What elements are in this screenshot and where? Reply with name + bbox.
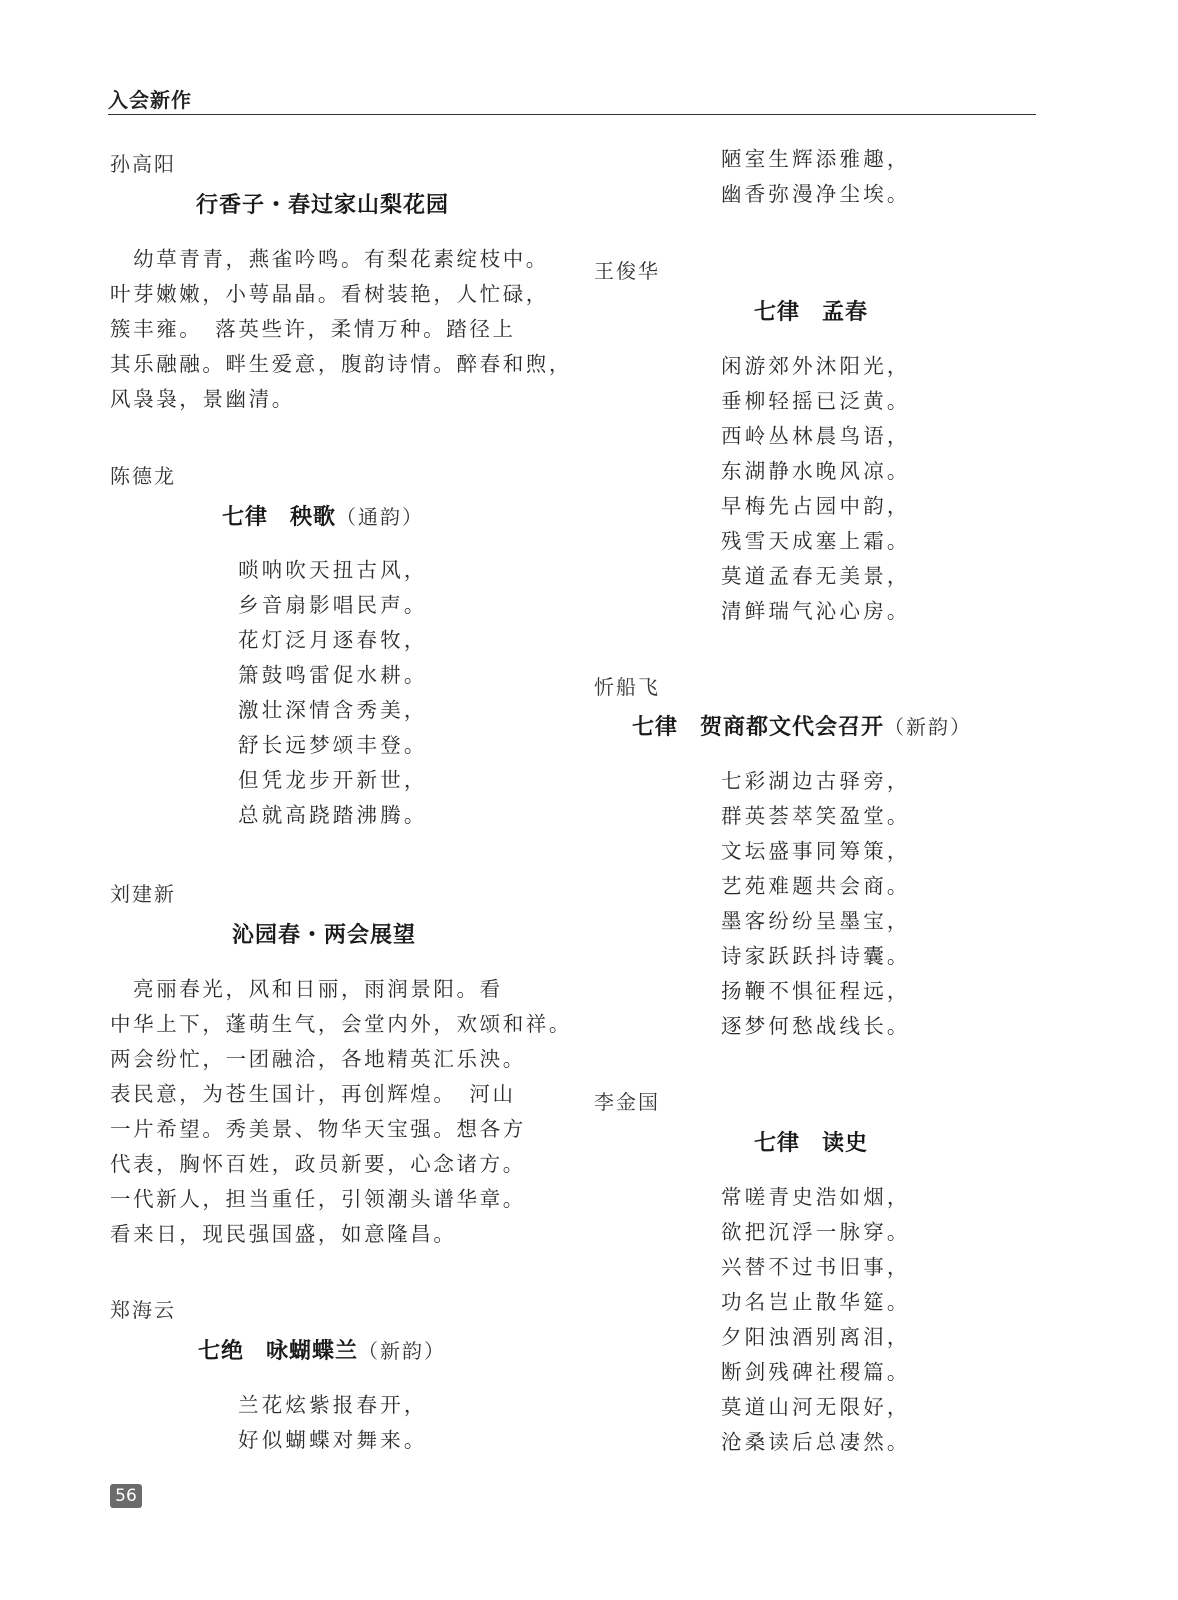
poem-form: 七律 (754, 1131, 801, 1156)
poem-line: 闲游郊外沐阳光， (721, 354, 911, 378)
poem-title: 行香子・春过家山梨花园 (196, 193, 450, 218)
poem-line: 逐梦何愁战线长。 (721, 1014, 911, 1038)
poem-line: 代表，胸怀百姓，政员新要，心念诸方。 (110, 1152, 526, 1176)
poem-subject: 咏蝴蝶兰 (266, 1339, 359, 1364)
poem-line: 中华上下，蓬萌生气，会堂内外，欢颂和祥。 (110, 1012, 572, 1036)
poem-line: 簇丰雍。 落英些许，柔情万种。踏径上 (110, 317, 516, 341)
poem-line: 唢呐吹天扭古风， (238, 558, 428, 582)
section-header (108, 84, 1036, 115)
poem-line: 舒长远梦颂丰登。 (238, 733, 428, 757)
poem-line: 莫道山河无限好， (721, 1395, 911, 1419)
poem-form: 七律 (632, 715, 679, 740)
poem-line: 残雪天成塞上霜。 (721, 529, 911, 553)
poem-line: 功名岂止散华筵。 (721, 1290, 911, 1314)
poem-line: 两会纷忙，一团融洽，各地精英汇乐泱。 (110, 1047, 526, 1071)
poem-line: 沧桑读后总凄然。 (721, 1430, 911, 1454)
poem-line: 一代新人，担当重任，引领潮头谱华章。 (110, 1187, 526, 1211)
poem-line: 风袅袅，景幽清。 (110, 387, 295, 411)
poem-line: 断剑残碑社稷篇。 (721, 1360, 911, 1384)
rhyme-note: （通韵） (336, 505, 425, 529)
poem-line: 好似蝴蝶对舞来。 (238, 1428, 428, 1452)
poem-form: 七绝 (198, 1339, 245, 1364)
poem-subject: 孟春 (822, 300, 869, 325)
poem-author: 刘建新 (110, 882, 176, 906)
poem-subject: 贺商都文代会召开 (700, 715, 885, 740)
poem-line: 其乐融融。畔生爱意，腹韵诗情。醉春和煦， (110, 352, 572, 376)
poem-body (721, 1180, 911, 1460)
poem-line: 七彩湖边古驿旁， (721, 769, 911, 793)
poem-author: 孙高阳 (110, 152, 176, 176)
poem-line: 乡音扇影唱民声。 (238, 593, 428, 617)
rhyme-note: （新韵） (358, 1339, 447, 1363)
poem-body (110, 242, 572, 417)
poem-line: 垂柳轻摇已泛黄。 (721, 389, 911, 413)
poem-line: 文坛盛事同筹策， (721, 839, 911, 863)
poem-line: 陋室生辉添雅趣， (721, 147, 911, 171)
poem-title (754, 1126, 868, 1157)
poem-line: 扬鞭不惧征程远， (721, 979, 911, 1003)
poem-title (754, 295, 868, 326)
poem-title (222, 500, 424, 531)
poem-subject: 秧歌 (290, 505, 337, 530)
poem-line: 莫道孟春无美景， (721, 564, 911, 588)
poem-line: 欲把沉浮一脉穿。 (721, 1220, 911, 1244)
poem-line: 幼草青青，燕雀吟鸣。有梨花素绽枝中。 (110, 247, 549, 271)
poem-body (721, 349, 911, 629)
poem-title (632, 710, 972, 741)
poem-line: 亮丽春光，风和日丽，雨润景阳。看 (110, 977, 503, 1001)
poem-line: 看来日，现民强国盛，如意隆昌。 (110, 1222, 457, 1246)
poem-line: 兴替不过书旧事， (721, 1255, 911, 1279)
poem-body (238, 553, 428, 833)
poem-line: 群英荟萃笑盈堂。 (721, 804, 911, 828)
poem-line: 诗家跃跃抖诗囊。 (721, 944, 911, 968)
poem-author: 郑海云 (110, 1298, 176, 1322)
poem-line: 兰花炫紫报春开， (238, 1393, 428, 1417)
poem-form: 七律 (222, 505, 269, 530)
poem-line: 艺苑难题共会商。 (721, 874, 911, 898)
poem-body (721, 764, 911, 1044)
poem-form: 七律 (754, 300, 801, 325)
poem-line: 一片希望。秀美景、物华天宝强。想各方 (110, 1117, 526, 1141)
poem-line: 早梅先占园中韵， (721, 494, 911, 518)
poem-line: 花灯泛月逐春牧， (238, 628, 428, 652)
poem-line: 墨客纷纷呈墨宝， (721, 909, 911, 933)
poem-line: 总就高跷踏沸腾。 (238, 803, 428, 827)
page-number: 56 (110, 1484, 142, 1508)
poem-title (198, 1334, 446, 1365)
poem-line: 清鲜瑞气沁心房。 (721, 599, 911, 623)
poem-subject: 读史 (822, 1131, 869, 1156)
poem-title: 沁园春・两会展望 (232, 923, 417, 948)
poem-body (110, 972, 572, 1252)
poem-body (238, 1388, 428, 1458)
poem-author: 陈德龙 (110, 464, 176, 488)
poem-line: 表民意，为苍生国计，再创辉煌。 河山 (110, 1082, 516, 1106)
poem-line: 叶芽嫩嫩，小萼晶晶。看树装艳，人忙碌， (110, 282, 549, 306)
poem-line: 箫鼓鸣雷促水耕。 (238, 663, 428, 687)
rhyme-note: （新韵） (884, 715, 973, 739)
poem-body-continued (721, 142, 911, 212)
poem-line: 夕阳浊酒别离泪， (721, 1325, 911, 1349)
section-title: 入会新作 (108, 88, 192, 112)
poem-author: 王俊华 (594, 259, 660, 283)
poem-line: 激壮深情含秀美， (238, 698, 428, 722)
poem-line: 西岭丛林晨鸟语， (721, 424, 911, 448)
poem-author: 李金国 (594, 1090, 660, 1114)
poem-line: 但凭龙步开新世， (238, 768, 428, 792)
poem-line: 常嗟青史浩如烟， (721, 1185, 911, 1209)
poem-line: 幽香弥漫净尘埃。 (721, 182, 911, 206)
poem-author: 忻船飞 (594, 675, 660, 699)
poem-line: 东湖静水晚风凉。 (721, 459, 911, 483)
